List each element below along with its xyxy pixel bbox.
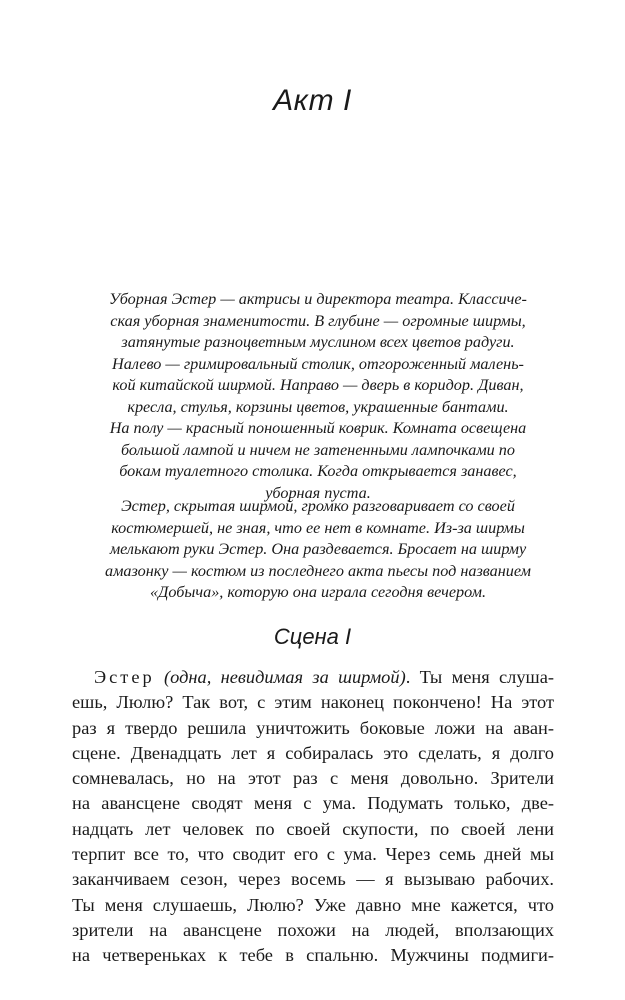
dialogue-line: терпит все то, что сводит его с ума. Через семь дней мы — [72, 844, 554, 865]
scene-title: Сцена I — [273, 624, 352, 649]
stage-direction-line: Уборная Эстер — актрисы и директора театра. Классиче- — [109, 290, 527, 308]
dialogue-line: сомневалась, но на этот раз с меня довольно. Зрители — [72, 768, 554, 789]
dialogue-line: ешь, Люлю? Так вот, с этим наконец покончено! На этот — [72, 692, 554, 713]
stage-direction-line: амазонку — костюм из последнего акта пьесы под названием — [104, 561, 532, 580]
dialogue-line: Ты меня слушаешь, Люлю? Уже давно мне кажется, что — [72, 894, 554, 915]
stage-direction-line: бокам туалетного столика. Когда открывается занавес, — [119, 462, 517, 480]
dialogue-line: на четвереньках к тебе в спальню. Мужчины подмиги- — [72, 945, 554, 966]
stage-direction-line: уборная пуста. — [265, 483, 371, 502]
act-title: Акт I — [273, 84, 352, 117]
dialogue-line: на авансцене сводят меня с ума. Подумать только, две- — [72, 793, 554, 814]
stage-direction-line: Налево — гримировальный столик, отгороженный малень- — [112, 354, 524, 373]
stage-direction-line: «Добыча», которую она играла сегодня вечером. — [150, 583, 486, 601]
stage-direction-action — [88, 496, 548, 604]
dialogue-line: сцене. Двенадцать лет я собиралась это сделать, я долго — [72, 742, 554, 763]
dialogue-line: заканчиваем сезон, через восемь — я вызываю рабочих. — [72, 869, 554, 890]
stage-direction-line: затянутые разноцветным муслином всех цветов радуги. — [121, 333, 515, 351]
speaker-direction: (одна, невидимая за ширмой) — [164, 667, 406, 687]
dialogue-first-line — [72, 665, 554, 690]
stage-direction-line: мелькают руки Эстер. Она раздевается. Бросает на ширму — [109, 540, 527, 558]
stage-direction-line: ская уборная знаменитости. В глубине — огромные ширмы, — [110, 311, 526, 330]
stage-direction-line: На полу — красный поношенный коврик. Комната освещена — [109, 419, 527, 437]
stage-direction-line: костюмершей, не зная, что ее нет в комнате. Из-за ширмы — [111, 518, 525, 537]
dialogue-paragraph — [72, 665, 554, 969]
dialogue-line: раз я твердо решила уничтожить боковые ложи на аван- — [72, 717, 554, 738]
stage-direction-line: Эстер, скрытая ширмой, громко разговаривает со своей — [121, 497, 515, 515]
stage-direction-line: кой китайской ширмой. Направо — дверь в коридор. Диван, — [112, 376, 524, 394]
stage-direction-line: кресла, стулья, корзины цветов, украшенные бантами. — [127, 397, 509, 416]
dialogue-line: зрители на авансцене похожи на людей, вползающих — [72, 919, 554, 940]
dialogue-line: надцать лет человек по своей скупости, по своей лени — [72, 818, 554, 839]
stage-direction-setting — [88, 289, 548, 504]
dialogue-text: . Ты меня слуша- — [405, 667, 555, 687]
speaker-name: Эстер — [94, 667, 155, 687]
stage-direction-line: большой лампой и ничем не затененными лампочками по — [120, 440, 515, 459]
